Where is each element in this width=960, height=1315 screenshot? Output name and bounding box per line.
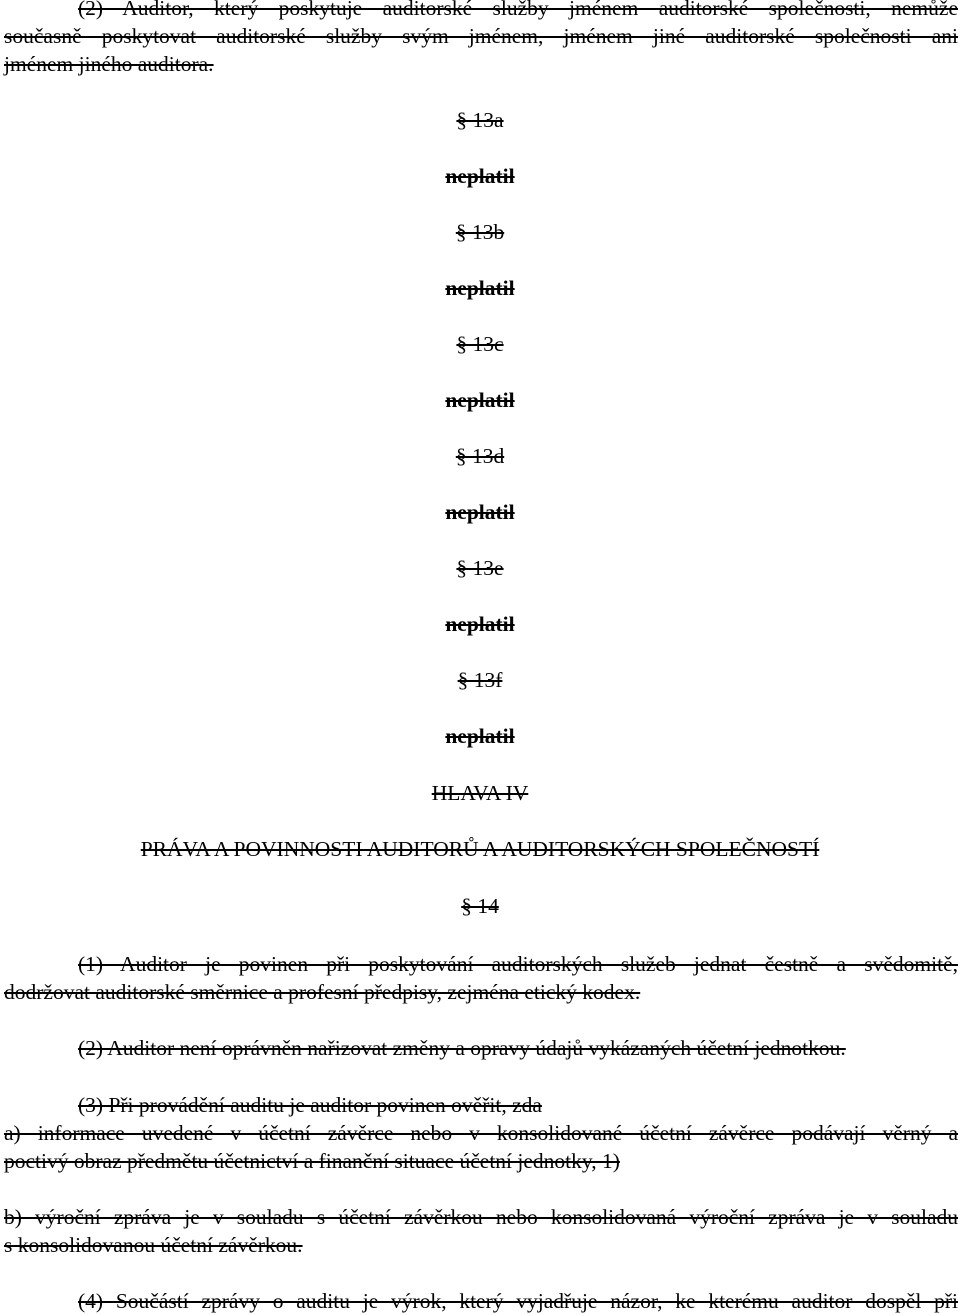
section-heading-13f: § 13f — [457, 668, 503, 692]
text-line: (1) Auditor je povinen při poskytování auditorských služeb jednat čestně a svědomitě, — [78, 952, 958, 976]
section-heading-13a: § 13a — [456, 108, 504, 132]
section-status: neplatil — [445, 612, 515, 636]
chapter-title: PRÁVA A POVINNOSTI AUDITORŮ A AUDITORSKÝCH SPOLEČNOSTÍ — [140, 837, 820, 861]
text-line: dodržovat auditorské směrnice a profesní předpisy, zejména etický kodex. — [4, 980, 641, 1004]
paragraph-14-3 — [4, 1091, 958, 1175]
section-heading-14: § 14 — [461, 894, 499, 918]
text-line: jménem jiného auditora. — [4, 52, 214, 76]
paragraph-14-2 — [4, 1034, 958, 1062]
list-item-b — [4, 1203, 958, 1259]
text-line: b) výroční zpráva je v souladu s účetní závěrkou nebo konsolidovaná výroční zpráva je v souladu — [4, 1205, 958, 1229]
text-line: poctivý obraz předmětu účetnictví a finanční situace účetní jednotky, 1) — [4, 1149, 620, 1173]
section-heading-13e: § 13e — [456, 556, 504, 580]
section-status: neplatil — [445, 724, 515, 748]
section-status: neplatil — [445, 388, 515, 412]
section-heading-13d: § 13d — [455, 444, 505, 468]
paragraph-auditor-2 — [4, 0, 958, 78]
chapter-heading: HLAVA IV — [431, 781, 529, 805]
text-line: (3) Při provádění auditu je auditor povinen ověřit, zda — [78, 1093, 542, 1117]
section-status: neplatil — [445, 276, 515, 300]
text-line: současně poskytovat auditorské služby svým jménem, jménem jiné auditorské společnosti ani — [4, 24, 958, 48]
text-line: s konsolidovanou účetní závěrkou. — [4, 1233, 303, 1257]
text-line: (2) Auditor, který poskytuje auditorské služby jménem auditorské společnosti, nemůže — [78, 0, 958, 20]
paragraph-14-4 — [4, 1287, 958, 1315]
section-status: neplatil — [445, 500, 515, 524]
paragraph-14-1 — [4, 950, 958, 1006]
list-item-a: a) informace uvedené v účetní závěrce nebo v konsolidované účetní závěrce podávají věrný a — [4, 1121, 958, 1145]
section-heading-13b: § 13b — [455, 220, 505, 244]
text-line: (4) Součástí zprávy o auditu je výrok, který vyjadřuje názor, ke kterému auditor dospěl při — [78, 1289, 958, 1313]
section-status: neplatil — [445, 164, 515, 188]
text-line: (2) Auditor není oprávněn nařizovat změny a opravy údajů vykázaných účetní jednotkou. — [78, 1036, 846, 1060]
section-heading-13c: § 13c — [456, 332, 504, 356]
